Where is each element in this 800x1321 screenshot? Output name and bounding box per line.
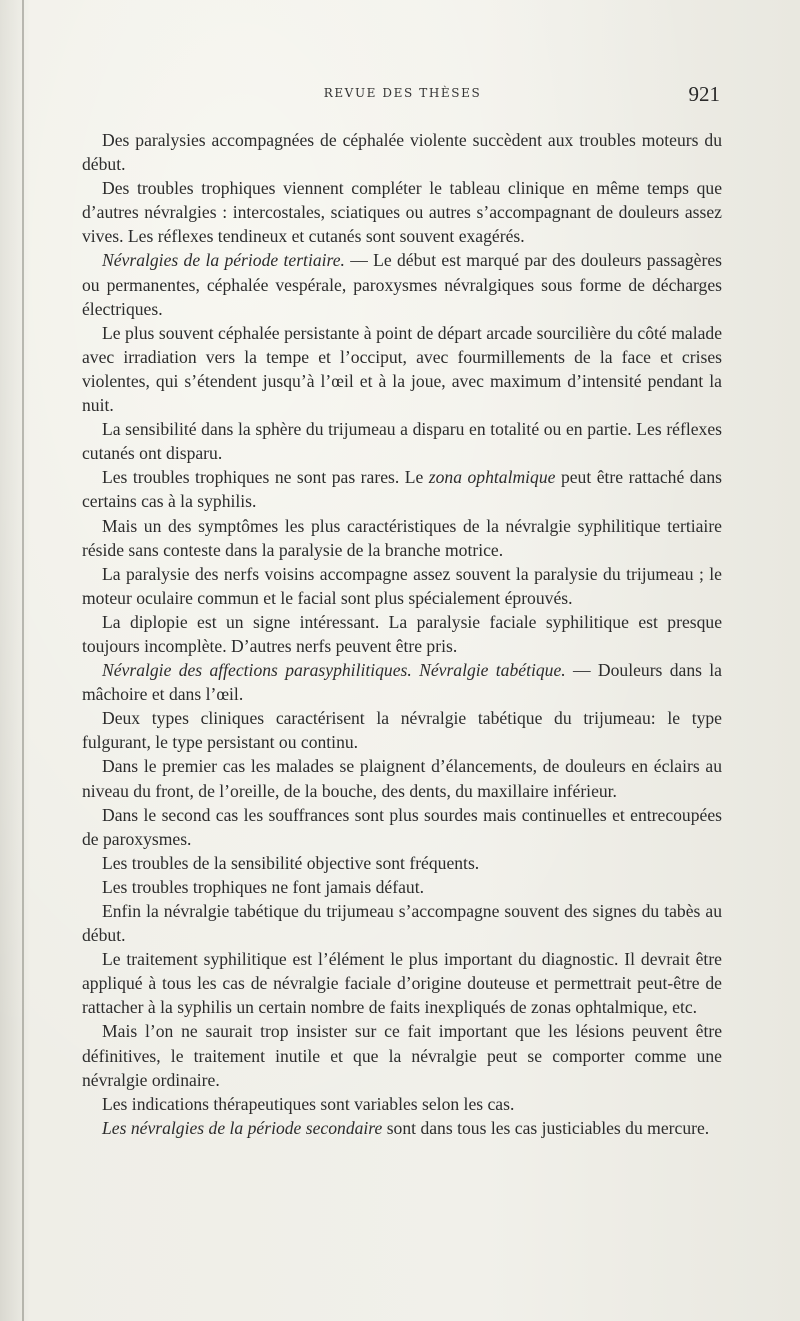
text-segment: Le plus souvent céphalée persistante à point de départ arcade sourcilière du côté malade avec irradiation vers la tempe et l’occiput, avec fourmillements de la face et crises violentes, qui s’étendent jusqu’à l’œil et à la joue, avec maximum d’intensité pendant la nuit. [82,322,722,416]
page-number: 921 [688,82,720,106]
paragraph [82,321,722,417]
text-segment: Des troubles trophiques viennent compléter le tableau clinique en même temps que d’autres névralgies : intercostales, sciatiques ou autres s’accompagnant de douleurs assez vives. Les réflexes tendineux et cutanés sont souvent exagérés. [82,178,722,247]
text-segment: — Douleurs dans la mâchoire et dans l’œil. [82,660,722,705]
text-segment: Deux types cliniques caractérisent la névralgie tabétique du trijumeau: le type fulgurant, le type persistant ou continu. [82,708,722,753]
paragraph [82,875,722,899]
text-segment: Les troubles de la sensibilité objective sont fréquents. [102,852,480,873]
paragraph [82,465,722,513]
body-text [82,128,722,1140]
paragraph [82,562,722,610]
text-segment: La diplopie est un signe intéressant. La paralysie faciale syphilitique est presque toujours incomplète. D’autres nerfs peuvent être pris. [82,611,722,656]
italic-text: zona ophtalmique [428,467,556,488]
paragraph [82,417,722,465]
text-segment: Les indications thérapeutiques sont variables selon les cas. [102,1093,515,1114]
text-segment: Les troubles trophiques ne sont pas rares. Le [102,467,429,488]
paragraph [82,899,722,947]
paragraph [82,658,722,706]
page-header [85,82,720,112]
paragraph [82,803,722,851]
paragraph [82,610,722,658]
text-segment: Enfin la névralgie tabétique du trijumeau s’accompagne souvent des signes du tabès au début. [82,901,722,946]
paragraph [82,248,722,320]
paragraph [82,1019,722,1091]
text-segment: La sensibilité dans la sphère du trijumeau a disparu en totalité ou en partie. Les réflexes cutanés ont disparu. [82,419,722,464]
text-segment: Dans le premier cas les malades se plaignent d’élancements, de douleurs en éclairs au niveau du front, de l’oreille, de la bouche, des dents, du maxillaire inférieur. [82,756,722,801]
book-spine-edge [22,0,24,1321]
text-segment: sont dans tous les cas justiciables du mercure. [382,1117,710,1138]
text-segment: Dans le second cas les souffrances sont plus sourdes mais continuelles et entrecoupées de paroxysmes. [82,804,722,849]
paragraph [82,947,722,1019]
paragraph [82,851,722,875]
italic-text: Névralgie des affections parasyphilitiques. Névralgie tabétique. [102,660,566,681]
text-segment: La paralysie des nerfs voisins accompagne assez souvent la paralysie du trijumeau ; le moteur oculaire commun et le facial sont plus spécialement éprouvés. [82,563,722,608]
text-segment: Les troubles trophiques ne font jamais défaut. [102,876,424,897]
paragraph [82,1116,722,1140]
text-segment: Des paralysies accompagnées de céphalée violente succèdent aux troubles moteurs du début. [82,130,722,175]
text-segment: Mais un des symptômes les plus caractéristiques de la névralgie syphilitique tertiaire réside sans conteste dans la paralysie de la branche motrice. [82,515,722,560]
text-segment: peut être rattaché dans certains cas à la syphilis. [82,467,722,512]
running-title: REVUE DES THÈSES [323,86,482,100]
italic-text: Les névralgies de la période secondaire [102,1117,383,1138]
italic-text: Névralgies de la période tertiaire. [102,250,345,271]
paragraph [82,514,722,562]
paragraph [82,176,722,248]
paragraph [82,754,722,802]
text-segment: Le traitement syphilitique est l’élément le plus important du diagnostic. Il devrait être appliqué à tous les cas de névralgie faciale d’origine douteuse et permettrait peut-être de rattacher à la syphilis un certain nombre de faits inexpliqués de zonas ophtalmique, etc. [82,949,722,1018]
text-segment: — Le début est marqué par des douleurs passagères ou permanentes, céphalée vespérale, paroxysmes névralgiques sous forme de décharges électriques. [82,250,723,319]
text-segment: Mais l’on ne saurait trop insister sur ce fait important que les lésions peuvent être définitives, le traitement inutile et que la névralgie peut se comporter comme une névralgie ordinaire. [82,1021,722,1090]
paragraph [82,1092,722,1116]
paragraph [82,128,722,176]
paragraph [82,706,722,754]
